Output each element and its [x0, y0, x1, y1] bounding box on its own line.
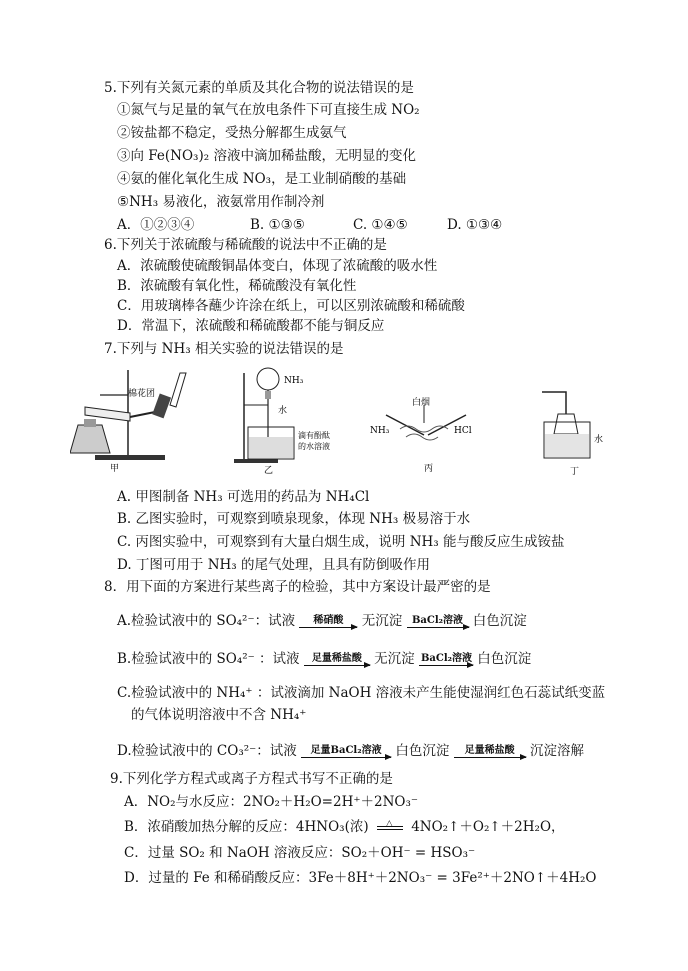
fig-bing-nh3-label: NH₃: [370, 426, 390, 436]
figure-yi: [228, 365, 358, 477]
q5-option-c: C. ①④⑤: [353, 217, 408, 233]
q7-stem: 7.下列与 NH₃ 相关实验的说法错误的是: [104, 341, 344, 357]
q7-option-a: A. 甲图制备 NH₃ 可选用的药品为 NH₄Cl: [117, 489, 370, 505]
q8-a-arrow-1-label: 稀硝酸: [313, 615, 344, 626]
q9-option-d: D．过量的 Fe 和稀硝酸反应：3Fe＋8H⁺＋2NO₃⁻ = 3Fe²⁺＋2NO↑＋4H₂O: [124, 870, 597, 886]
q8-option-d: [117, 742, 584, 760]
fig-ding-label: 丁: [570, 467, 580, 477]
q8-d-prefix: D.检验试液中的 CO₃²⁻：试液: [117, 743, 297, 759]
q8-option-a: [117, 612, 527, 630]
q8-stem: 8．用下面的方案进行某些离子的检验，其中方案设计最严密的是: [104, 579, 491, 595]
q8-a-prefix: A.检验试液中的 SO₄²⁻：试液: [117, 613, 296, 629]
q8-b-arrow-1: [304, 653, 370, 666]
q8-b-prefix: B.检验试液中的 SO₄²⁻ ：试液: [117, 651, 300, 667]
q8-b-arrow-2-label: BaCl₂溶液: [420, 653, 473, 664]
q8-option-c-line-1: C.检验试液中的 NH₄⁺ ：试液滴加 NaOH 溶液未产生能使湿润红色石蕊试纸变蓝: [117, 685, 606, 701]
q5-stem: 5.下列有关氮元素的单质及其化合物的说法错误的是: [104, 80, 414, 96]
q8-b-end: 白色沉淀: [477, 651, 532, 667]
q6-option-a: A．浓硫酸使硫酸铜晶体变白，体现了浓硫酸的吸水性: [117, 258, 438, 274]
q9-b-right: 4NO₂↑＋O₂↑＋2H₂O，: [411, 819, 565, 835]
fig-jia-cotton-label: 棉花团: [128, 389, 156, 399]
figure-bing: [366, 395, 486, 475]
q9-option-b: [124, 818, 565, 836]
q9-b-left: B．浓硝酸加热分解的反应：4HNO₃(浓): [124, 819, 369, 835]
fig-bing-hcl-label: HCl: [454, 426, 472, 436]
fig-yi-nh3-label: NH₃: [284, 376, 304, 386]
q5-item-4: ④氨的催化氧化生成 NO₃，是工业制硝酸的基础: [117, 171, 407, 187]
q6-stem: 6.下列关于浓硫酸与稀硫酸的说法中不正确的是: [104, 237, 387, 253]
fig-yi-phenol-label-2: 的水溶液: [298, 442, 330, 451]
q5-item-2: ②铵盐都不稳定，受热分解都生成氨气: [117, 125, 347, 141]
fig-bing-smoke-label: 白烟: [412, 398, 431, 408]
q5-item-3: ③向 Fe(NO₃)₂ 溶液中滴加稀盐酸，无明显的变化: [117, 148, 416, 164]
q6-option-c: C．用玻璃棒各蘸少许涂在纸上，可以区别浓硫酸和稀硫酸: [117, 298, 465, 314]
q9-stem: 9.下列化学方程式或离子方程式书写不正确的是: [110, 771, 393, 787]
fig-jia-label: 甲: [110, 464, 120, 474]
q8-option-c-line-2: 的气体说明溶液中不含 NH₄⁺: [131, 707, 307, 723]
q5-item-5: ⑤NH₃ 易液化，液氨常用作制冷剂: [117, 194, 325, 210]
q9-option-c: C．过量 SO₂ 和 NaOH 溶液反应：SO₂＋OH⁻ = HSO₃⁻: [124, 845, 476, 861]
q7-option-c: C. 丙图实验中，可观察到有大量白烟生成，说明 NH₃ 能与酸反应生成铵盐: [117, 534, 565, 550]
fig-ding-water-label: 水: [594, 435, 604, 445]
q8-d-arrow-1-label: 足量BaCl₂溶液: [310, 745, 382, 756]
fig-yi-phenol-label-1: 滴有酚酞: [298, 431, 330, 440]
q8-d-arrow-2-label: 足量稀盐酸: [464, 745, 515, 756]
q8-a-arrow-1: [299, 615, 357, 628]
q8-a-mid: 无沉淀: [361, 613, 403, 629]
figure-ding: [532, 382, 622, 477]
q8-a-arrow-2-label: BaCl₂溶液: [411, 615, 464, 626]
q8-d-arrow-2: [454, 745, 526, 758]
q8-a-arrow-2: [407, 615, 469, 628]
q9-b-equals-heat: [377, 818, 403, 830]
q8-d-arrow-1: [301, 745, 391, 758]
q8-a-end: 白色沉淀: [472, 613, 527, 629]
q5-option-a: A．①②③④: [117, 217, 195, 233]
fig-bing-label: 丙: [424, 464, 434, 474]
q8-option-b: [117, 650, 531, 668]
fig-yi-label: 乙: [264, 466, 274, 476]
fig-yi-water-label: 水: [278, 406, 288, 416]
q8-b-arrow-1-label: 足量稀盐酸: [311, 653, 362, 664]
q6-option-b: B．浓硫酸有氧化性，稀硫酸没有氧化性: [117, 278, 357, 294]
q5-option-b: B. ①③⑤: [250, 217, 305, 233]
q7-option-d: D. 丁图可用于 NH₃ 的尾气处理，且具有防倒吸作用: [117, 557, 431, 573]
q8-b-mid: 无沉淀: [374, 651, 415, 667]
q8-d-mid: 白色沉淀: [395, 743, 450, 759]
q7-option-b: B. 乙图实验时，可观察到喷泉现象，体现 NH₃ 极易溶于水: [117, 511, 471, 527]
figure-jia: [70, 365, 200, 477]
q6-option-d: D．常温下，浓硫酸和稀硫酸都不能与铜反应: [117, 318, 385, 334]
q9-option-a: A．NO₂与水反应：2NO₂＋H₂O=2H⁺＋2NO₃⁻: [124, 794, 418, 810]
q5-item-1: ①氮气与足量的氧气在放电条件下可直接生成 NO₂: [117, 102, 420, 118]
q5-option-d: D. ①③④: [447, 217, 503, 233]
q8-d-end: 沉淀溶解: [529, 743, 584, 759]
q8-b-arrow-2: [419, 653, 473, 666]
q9-b-heat-symbol: △: [385, 818, 393, 829]
